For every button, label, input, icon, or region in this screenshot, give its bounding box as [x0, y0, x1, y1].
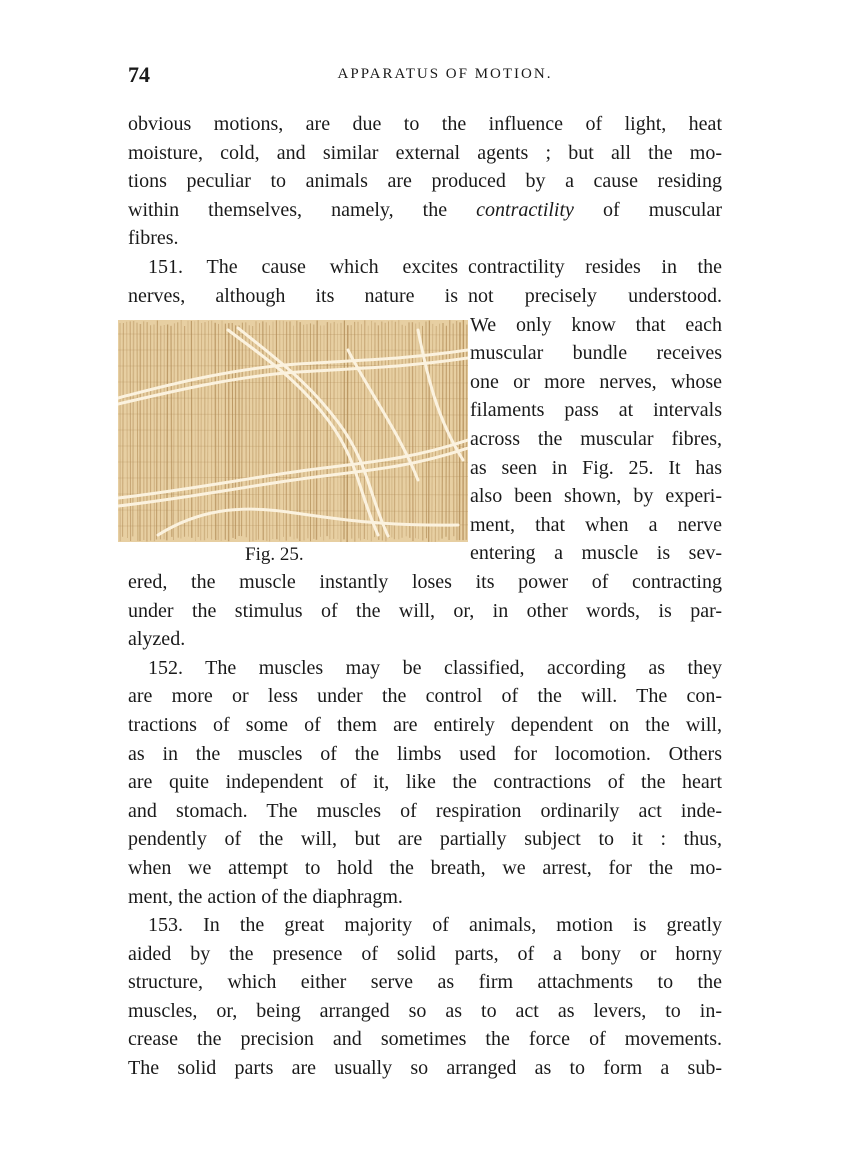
text-line: as seen in Fig. 25. It has — [470, 457, 722, 479]
text-line: We only know that each — [470, 314, 722, 336]
text-line: tions peculiar to animals are produced by a cause residing — [128, 170, 722, 192]
text-line: filaments pass at intervals — [470, 399, 722, 421]
text-line: obvious motions, are due to the influence of light, heat — [128, 113, 722, 135]
paragraph-153-start: 153. In the great majority of animals, motion is greatly — [148, 914, 722, 936]
text-line — [128, 196, 722, 225]
paragraph-151-start: 151. The cause which excites — [148, 256, 458, 278]
fibre-stripe — [459, 322, 460, 540]
emphasis-contractility: contractility — [476, 199, 574, 221]
text-line: contractility resides in the — [468, 256, 722, 278]
text-line: one or more nerves, whose — [470, 371, 722, 393]
nerve-fibres-engraving — [118, 320, 468, 542]
text-line: moisture, cold, and similar external agents ; but all the mo- — [128, 142, 722, 164]
fibre-stripe — [385, 323, 386, 542]
text-line: pendently of the will, but are partially subject to it : thus, — [128, 828, 722, 850]
fibre-stripe — [167, 324, 168, 540]
text-line: also been shown, by experi- — [470, 485, 722, 507]
text-line: fibres. — [128, 227, 179, 249]
text-line: as in the muscles of the limbs used for locomotion. Others — [128, 743, 722, 765]
text-line: entering a muscle is sev- — [470, 542, 722, 564]
text-line: tractions of some of them are entirely dependent on the will, — [128, 714, 722, 736]
text-segment: within themselves, namely, the — [128, 199, 448, 221]
text-line: crease the precision and sometimes the force of movements. — [128, 1028, 722, 1050]
paragraph-152-start: 152. The muscles may be classified, according as they — [148, 657, 722, 679]
text-line: muscles, or, being arranged so as to act as levers, to in- — [128, 1000, 722, 1022]
text-segment: of muscular — [602, 199, 722, 221]
page-header — [128, 62, 722, 88]
text-line: and stomach. The muscles of respiration ordinarily act inde- — [128, 800, 722, 822]
fibre-stripe — [246, 322, 247, 537]
text-line: structure, which either serve as firm attachments to the — [128, 971, 722, 993]
text-line: across the muscular fibres, — [470, 428, 722, 450]
fibre-stripe — [382, 322, 383, 541]
fibre-stripe — [204, 322, 205, 540]
figure-nerve-muscle-illustration — [118, 320, 468, 542]
fibre-stripe — [188, 321, 189, 537]
text-line: under the stimulus of the will, or, in other words, is par- — [128, 600, 722, 622]
fibre-stripe — [453, 323, 454, 536]
running-head: APPARATUS OF MOTION. — [337, 66, 553, 82]
text-line: when we attempt to hold the breath, we arrest, for the mo- — [128, 857, 722, 879]
page-number: 74 — [128, 62, 150, 87]
text-line: ered, the muscle instantly loses its power of contracting — [128, 571, 722, 593]
text-line: alyzed. — [128, 628, 186, 650]
text-line: nerves, although its nature is — [128, 285, 458, 307]
fibre-stripe — [409, 322, 410, 538]
text-line: ment, the action of the diaphragm. — [128, 886, 403, 908]
text-line: ment, that when a nerve — [470, 514, 722, 536]
text-line: muscular bundle receives — [470, 342, 722, 364]
text-line: aided by the presence of solid parts, of a bony or horny — [128, 943, 722, 965]
fibre-stripe — [171, 326, 172, 537]
figure-caption: Fig. 25. — [245, 544, 304, 565]
text-line: are more or less under the control of the will. The con- — [128, 685, 722, 707]
text-line: not precisely understood. — [468, 285, 722, 307]
text-line: are quite independent of it, like the contractions of the heart — [128, 771, 722, 793]
text-line: The solid parts are usually so arranged as to form a sub- — [128, 1057, 722, 1079]
